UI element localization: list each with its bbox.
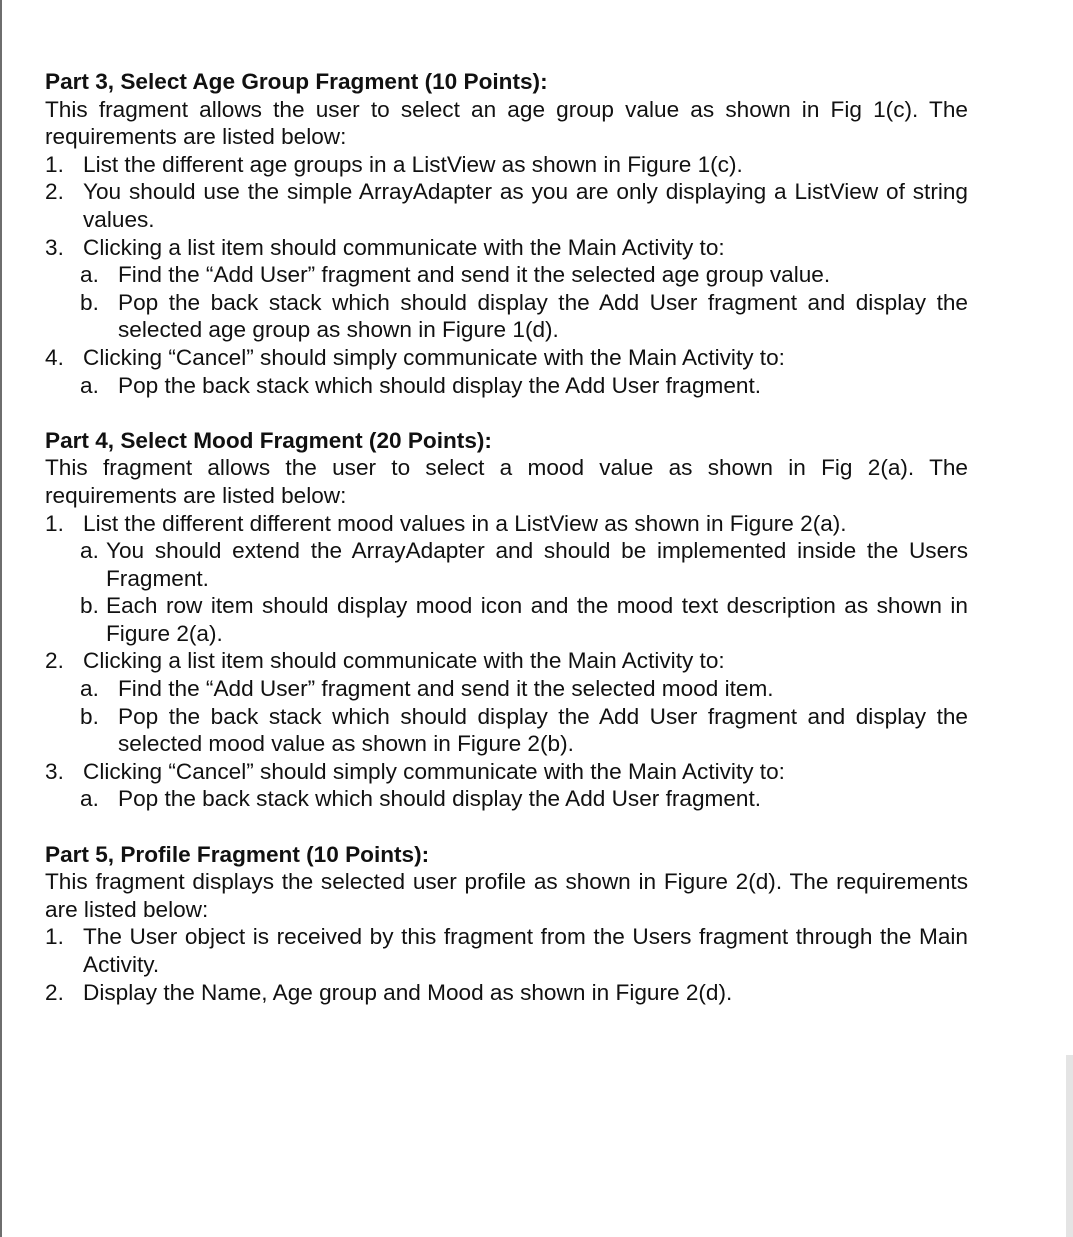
sub-item-text: Find the “Add User” fragment and send it the selected age group value.: [118, 262, 831, 288]
item-number: 4.: [45, 344, 64, 370]
sub-item: [45, 289, 968, 344]
item-text: List the different different mood values in a ListView as shown in Figure 2(a).: [83, 510, 847, 536]
sub-item-letter: b.: [80, 593, 99, 619]
item-number: 2.: [45, 179, 64, 205]
list-item: [45, 979, 968, 1007]
section-heading: Part 4, Select Mood Fragment (20 Points):: [45, 427, 492, 453]
sub-item-text: Each row item should display mood icon and the mood text description as shown in Figure 2(a).: [106, 593, 968, 646]
sub-item-letter: b.: [80, 703, 99, 729]
sub-list: [80, 261, 968, 344]
sub-item-letter: a.: [80, 676, 99, 702]
document-body: [45, 68, 968, 1006]
list-item: [45, 178, 968, 233]
sub-list: [80, 372, 968, 400]
item-number: 1.: [45, 151, 64, 177]
item-text: You should use the simple ArrayAdapter as you are only displaying a ListView of string values.: [83, 179, 968, 232]
section-part-4: [45, 427, 968, 813]
item-number: 2.: [45, 648, 64, 674]
requirements-list: [45, 151, 968, 399]
section-intro: This fragment allows the user to select a mood value as shown in Fig 2(a). The requirements are listed below:: [45, 455, 968, 508]
section-part-3: [45, 68, 968, 399]
item-number: 1.: [45, 510, 64, 536]
sub-item: [45, 785, 968, 813]
right-edge-shadow: [1066, 1055, 1073, 1237]
sub-item-letter: a.: [80, 786, 99, 812]
section-intro: This fragment allows the user to select an age group value as shown in Fig 1(c). The requirements are listed below:: [45, 96, 968, 150]
item-text: List the different age groups in a ListView as shown in Figure 1(c).: [83, 151, 743, 177]
item-text: Display the Name, Age group and Mood as shown in Figure 2(d).: [83, 979, 733, 1005]
sub-list: [80, 675, 968, 758]
sub-list: [80, 785, 968, 813]
list-item: [45, 647, 968, 757]
sub-item-text: Pop the back stack which should display the Add User fragment.: [118, 372, 762, 398]
item-text: The User object is received by this fragment from the Users fragment through the Main Activity.: [83, 924, 968, 977]
sub-item-text: Pop the back stack which should display the Add User fragment and display the selected mood value as shown in Figure 2(b).: [118, 703, 968, 757]
sub-item: [45, 675, 968, 703]
item-text: Clicking “Cancel” should simply communicate with the Main Activity to:: [83, 344, 785, 370]
section-intro: This fragment displays the selected user profile as shown in Figure 2(d). The requirements are listed below:: [45, 869, 968, 922]
item-text: Clicking “Cancel” should simply communicate with the Main Activity to:: [83, 758, 785, 784]
sub-item-letter: a.: [80, 372, 99, 398]
section-heading: Part 5, Profile Fragment (10 Points):: [45, 841, 430, 867]
list-item: [45, 510, 968, 648]
list-item: [45, 344, 968, 399]
sub-item: [45, 372, 968, 400]
requirements-list: [45, 510, 968, 814]
sub-item-letter: a.: [80, 262, 99, 288]
item-number: 2.: [45, 979, 64, 1005]
sub-item-text: Pop the back stack which should display the Add User fragment and display the selected age group as shown in Figure 1(d).: [118, 289, 968, 343]
sub-item: [45, 592, 968, 647]
list-item: [45, 151, 968, 179]
requirements-list: [45, 923, 968, 1006]
sub-item-letter: a.: [80, 538, 99, 564]
item-number: 3.: [45, 758, 64, 784]
left-edge-line: [0, 0, 2, 1237]
section-heading: Part 3, Select Age Group Fragment (10 Points):: [45, 69, 548, 94]
sub-item-letter: b.: [80, 289, 99, 315]
sub-list: [80, 537, 968, 647]
sub-item-text: You should extend the ArrayAdapter and should be implemented inside the Users Fragment.: [106, 538, 968, 591]
sub-item: [45, 537, 968, 592]
section-part-5: [45, 841, 968, 1007]
sub-item: [45, 261, 968, 289]
sub-item: [45, 703, 968, 758]
sub-item-text: Find the “Add User” fragment and send it the selected mood item.: [118, 676, 774, 702]
item-text: Clicking a list item should communicate with the Main Activity to:: [83, 234, 725, 260]
item-number: 1.: [45, 924, 64, 950]
list-item: [45, 758, 968, 813]
item-text: Clicking a list item should communicate with the Main Activity to:: [83, 648, 725, 674]
sub-item-text: Pop the back stack which should display the Add User fragment.: [118, 786, 762, 812]
list-item: [45, 923, 968, 978]
list-item: [45, 234, 968, 344]
item-number: 3.: [45, 234, 64, 260]
